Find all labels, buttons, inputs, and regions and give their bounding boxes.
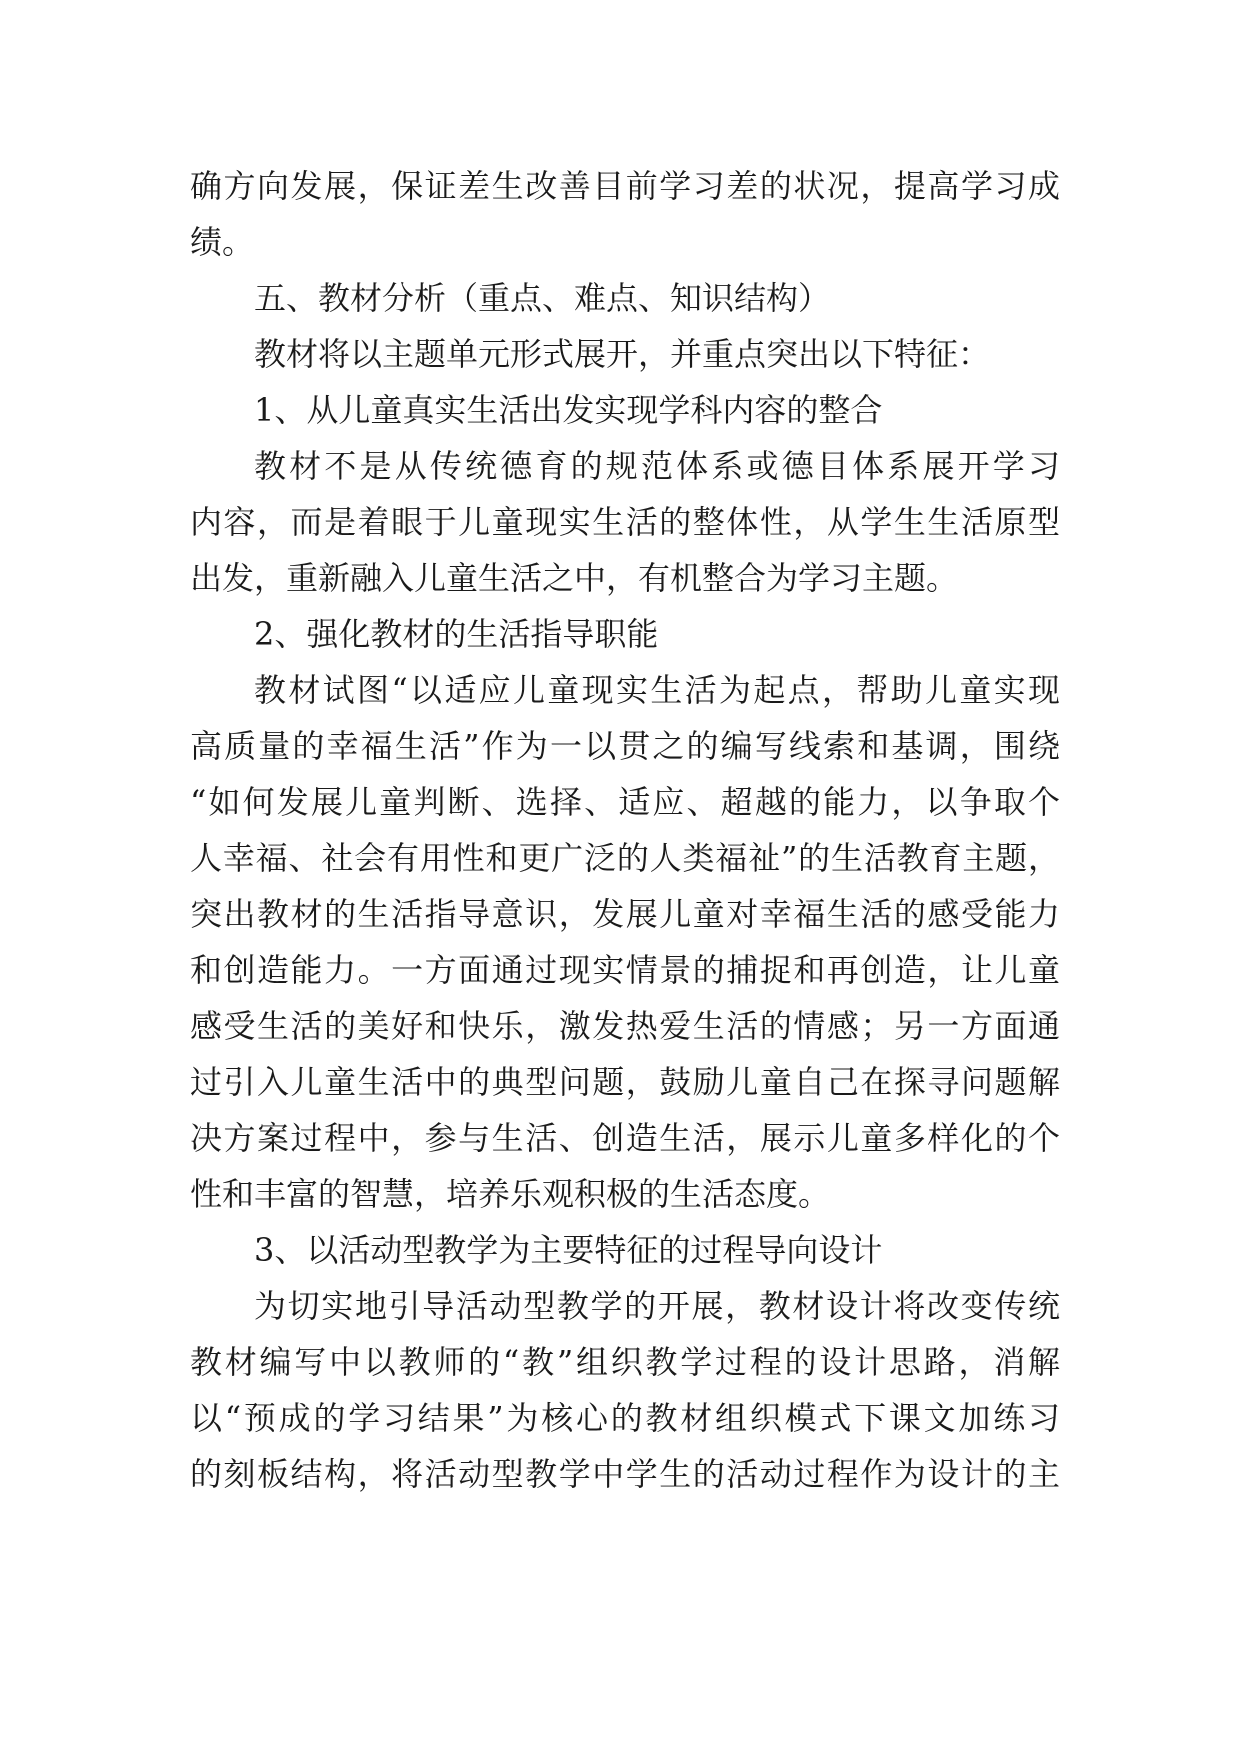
text-line: 2、强化教材的生活指导职能 [254,615,659,653]
text-line: 性和丰富的智慧，培养乐观积极的生活态度。 [190,1175,831,1213]
document-body [190,158,1060,1502]
text-line: 教材不是从传统德育的规范体系或德目体系展开学习 [254,447,1060,485]
text-line: 确方向发展，保证差生改善目前学习差的状况，提高学习成 [190,167,1060,205]
text-line: 感受生活的美好和快乐，激发热爱生活的情感；另一方面通 [190,1007,1060,1045]
text-line: 的刻板结构，将活动型教学中学生的活动过程作为设计的主 [190,1455,1060,1493]
text-line: 以“预成的学习结果”为核心的教材组织模式下课文加练习 [190,1399,1060,1437]
text-line: 绩。 [190,223,255,261]
text-line: 人幸福、社会有用性和更广泛的人类福祉”的生活教育主题， [190,839,1060,877]
text-line: 突出教材的生活指导意识，发展儿童对幸福生活的感受能力 [190,895,1060,933]
text-line: 五、教材分析（重点、难点、知识结构） [254,279,831,317]
text-line: 过引入儿童生活中的典型问题，鼓励儿童自己在探寻问题解 [190,1063,1060,1101]
text-line: 和创造能力。一方面通过现实情景的捕捉和再创造，让儿童 [190,951,1060,989]
text-line: 为切实地引导活动型教学的开展，教材设计将改变传统 [254,1287,1060,1325]
text-line: 1、从儿童真实生活出发实现学科内容的整合 [254,391,883,429]
text-line: 教材试图“以适应儿童现实生活为起点，帮助儿童实现 [254,671,1060,709]
text-line: 出发，重新融入儿童生活之中，有机整合为学习主题。 [190,559,959,597]
text-line: 3、以活动型教学为主要特征的过程导向设计 [254,1231,883,1269]
text-line: “如何发展儿童判断、选择、适应、超越的能力，以争取个 [190,783,1060,821]
text-line: 决方案过程中，参与生活、创造生活，展示儿童多样化的个 [190,1119,1060,1157]
text-line: 内容，而是着眼于儿童现实生活的整体性，从学生生活原型 [190,503,1060,541]
text-line: 教材将以主题单元形式展开，并重点突出以下特征： [254,335,991,373]
text-line: 高质量的幸福生活”作为一以贯之的编写线索和基调，围绕 [190,727,1060,765]
text-line: 教材编写中以教师的“教”组织教学过程的设计思路，消解 [190,1343,1060,1381]
